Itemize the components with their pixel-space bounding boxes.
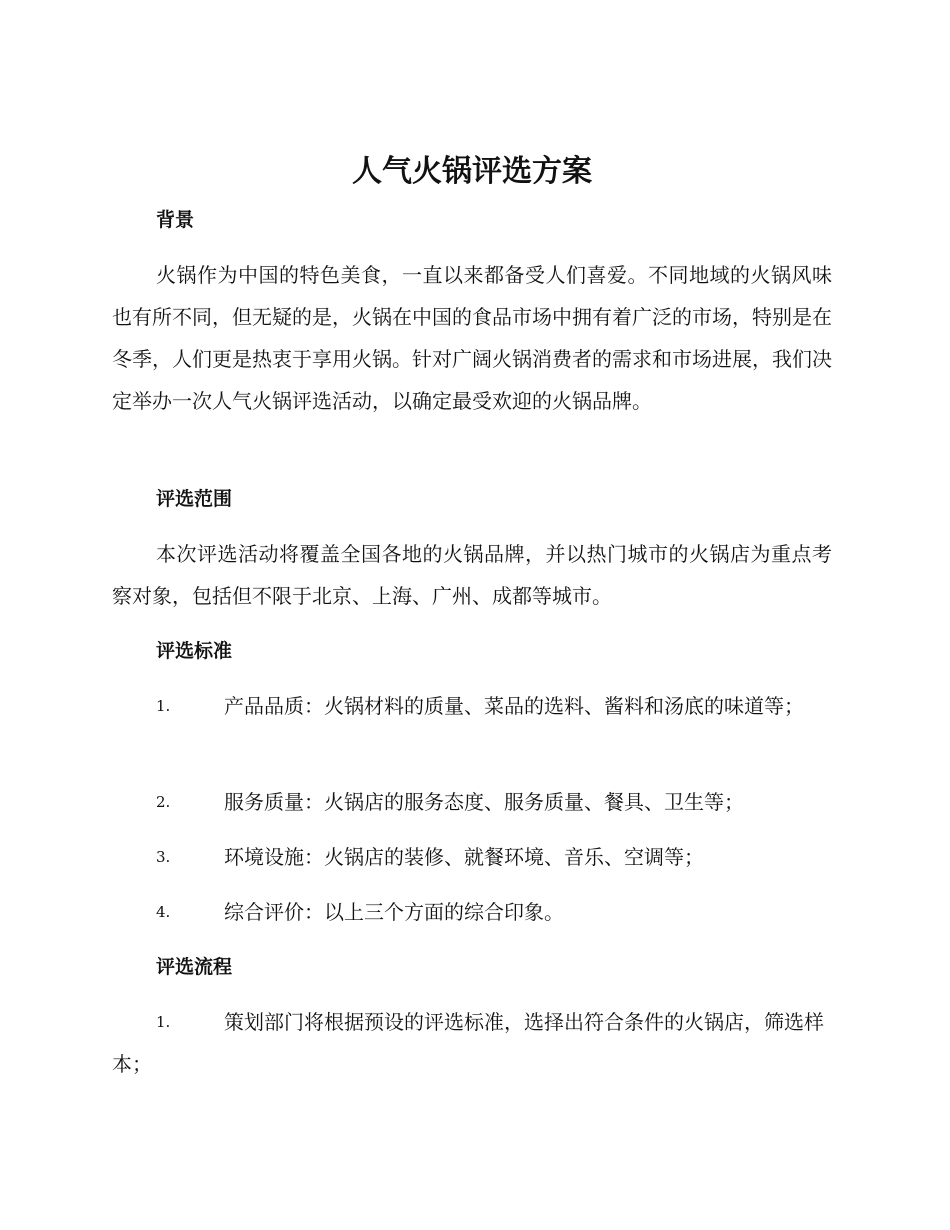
list-item-text: 综合评价：以上三个方面的综合印象。 (224, 900, 564, 924)
list-item-text: 产品品质：火锅材料的质量、菜品的选料、酱料和汤底的味道等； (224, 694, 804, 718)
list-number: 1. (156, 697, 171, 715)
criteria-item-3 (112, 836, 832, 878)
section-heading-scope: 评选范围 (156, 488, 233, 510)
document-title: 人气火锅评选方案 (352, 154, 592, 189)
section-heading-process: 评选流程 (156, 956, 233, 978)
section-heading-criteria: 评选标准 (156, 640, 233, 662)
list-number: 4. (156, 903, 171, 921)
background-paragraph: 火锅作为中国的特色美食，一直以来都备受人们喜爱。不同地域的火锅风味也有所不同，但无疑的是，火锅在中国的食品市场中拥有着广泛的市场，特别是在冬季，人们更是热衷于享用火锅。针对广阔火锅消费者的需求和市场进展，我们决定举办一次人气火锅评选活动，以确定最受欢迎的火锅品牌。 (112, 263, 832, 413)
criteria-item-4 (112, 891, 832, 933)
list-number: 2. (156, 793, 171, 811)
criteria-item-2 (112, 781, 832, 823)
list-item-text: 服务质量：火锅店的服务态度、服务质量、餐具、卫生等； (224, 790, 744, 814)
section-heading-background: 背景 (156, 209, 195, 231)
process-item-1 (112, 1001, 832, 1085)
list-number: 3. (156, 848, 171, 866)
criteria-item-1 (112, 685, 832, 727)
scope-paragraph: 本次评选活动将覆盖全国各地的火锅品牌，并以热门城市的火锅店为重点考察对象，包括但不限于北京、上海、广州、成都等城市。 (112, 542, 832, 608)
list-number: 1. (156, 1013, 171, 1031)
list-item-text: 策划部门将根据预设的评选标准，选择出符合条件的火锅店，筛选样本； (112, 1010, 824, 1076)
list-item-text: 环境设施：火锅店的装修、就餐环境、音乐、空调等； (224, 845, 704, 869)
